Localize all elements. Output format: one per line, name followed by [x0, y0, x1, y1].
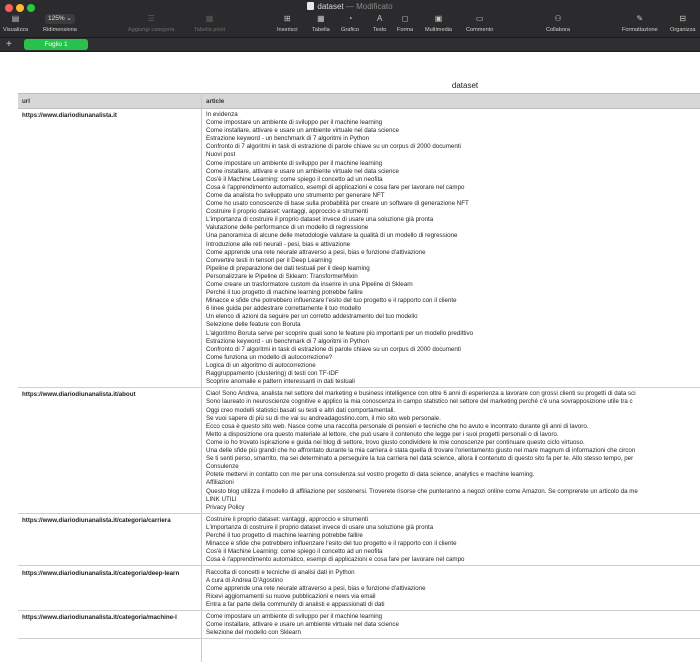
- collabora-button[interactable]: ⚇ Collabora: [546, 14, 570, 33]
- sidebar-icon: ▤: [11, 14, 20, 23]
- brush-icon: ✎: [636, 14, 644, 23]
- category-icon: ☰: [147, 14, 155, 23]
- header-article[interactable]: article: [206, 98, 225, 105]
- article-line: Perché il tuo progetto di machine learning potrebbe fallire: [206, 532, 363, 540]
- toolbar: [0, 0, 700, 38]
- formattazione-button[interactable]: ✎ Formattazione: [622, 14, 658, 33]
- article-line: Se vuoi sapere di più su di me vai su andreadagostino.com, il mio sito web personale.: [206, 414, 441, 422]
- article-line: Logica di un algoritmo di autocorrezione: [206, 361, 316, 369]
- article-line: Scoprire anomalie e pattern interessanti in dati testuali: [206, 378, 355, 386]
- table-row[interactable]: [18, 388, 700, 514]
- article-line: Come impostare un ambiente di sviluppo per il machine learning: [206, 119, 383, 127]
- article-line: Come apprende una rete neurale attraverso a pesi, bias e funzione d'attivazione: [206, 584, 426, 592]
- tabella-pivot-button[interactable]: ▦ Tabella pivot: [194, 14, 226, 33]
- article-line: Affiliazioni: [206, 479, 234, 487]
- article-line: Come impostare un ambiente di sviluppo per il machine learning: [206, 159, 383, 167]
- aggiungi-categoria-button[interactable]: ☰ Aggiungi categoria: [128, 14, 175, 33]
- url-cell[interactable]: https://www.diariodiunanalista.it/about: [22, 391, 136, 399]
- article-line: Potete mettervi in contatto con me per una consulenza sul vostro progetto di data science, analytics e machine learning.: [206, 471, 535, 479]
- article-line: Un elenco di azioni da seguire per un corretto addestramento del tuo modello: [206, 313, 418, 321]
- tabella-button[interactable]: ▦ Tabella: [312, 14, 330, 33]
- testo-button[interactable]: A Testo: [373, 14, 387, 33]
- article-line: Come da analista ho sviluppato uno strumento per generare NFT: [206, 191, 385, 199]
- article-line: Come funziona un modello di autocorrezione?: [206, 353, 333, 361]
- article-line: Estrazione keyword - un benchmark di 7 algoritmi in Python: [206, 337, 370, 345]
- sheet-canvas: [0, 53, 700, 662]
- article-line: In evidenza: [206, 111, 238, 118]
- article-line: Come installare, attivare e usare un ambiente virtuale nel data science: [206, 127, 399, 135]
- insert-icon: ⊞: [283, 14, 291, 23]
- table-row[interactable]: [18, 611, 700, 639]
- article-line: Cos'è il Machine Learning: come spiego il concetto ad un neofita: [206, 548, 383, 556]
- article-line: Perché il tuo progetto di machine learning potrebbe fallire: [206, 289, 363, 297]
- table-row[interactable]: [18, 514, 700, 567]
- text-icon: A: [377, 14, 383, 23]
- article-line: Privacy Policy: [206, 503, 245, 511]
- article-line: Estrazione keyword - un benchmark di 7 algoritmi in Python: [206, 135, 370, 143]
- article-line: Una delle sfide più grandi che ho affrontato durante la mia carriera è stata quella di trovare l'orientamento giusto nel mare magnum di informazioni che circon: [206, 447, 636, 455]
- organizza-button[interactable]: ⊟ Organizza: [670, 14, 696, 33]
- article-line: L'algoritmo Boruta serve per scoprire quali sono le feature più importanti per un modello predittivo: [206, 329, 474, 337]
- article-line: Introduzione alle reti neurali - pesi, bias e attivazione: [206, 240, 351, 248]
- article-line: Oggi creo modelli statistici basati su testi e altri dati comportamentali.: [206, 406, 396, 414]
- article-line: Selezione del modello con Sklearn: [206, 629, 301, 637]
- table-icon: ▦: [317, 14, 325, 23]
- pivot-icon: ▦: [205, 14, 214, 23]
- article-line: L'importanza di costruire il proprio dataset invece di usare una soluzione già pronta: [206, 216, 434, 224]
- inserisci-button[interactable]: ⊞ Inserisci: [277, 14, 298, 33]
- article-line: Costruire il proprio dataset: vantaggi, approccio e strumenti: [206, 208, 368, 216]
- header-url[interactable]: url: [22, 98, 30, 105]
- article-line: Sono laureato in neuroscienze cognitive e applico la mia conoscenza in campo statistico nel settore del marketing perché c'è una sovrapposizione utile tra c: [206, 398, 633, 406]
- sheet-tab-bar: [0, 38, 700, 52]
- article-line: Raccolta di concetti e tecniche di analisi dati in Python: [206, 568, 355, 576]
- article-line: L'importanza di costruire il proprio dataset invece di usare una soluzione già pronta: [206, 523, 434, 531]
- url-cell[interactable]: https://www.diariodiunanalista.it: [22, 112, 117, 119]
- article-line: Confronto di 7 algoritmi in task di estrazione di parole chiave su un corpus di 2000 documenti: [206, 143, 461, 151]
- article-line: Come impostare un ambiente di sviluppo per il machine learning: [206, 613, 383, 620]
- article-line: Costruire il proprio dataset: vantaggi, approccio e strumenti: [206, 515, 368, 523]
- grafico-button[interactable]: ◔ Grafico: [341, 14, 360, 33]
- article-line: Pipeline di preparazione dei dati testuali per il deep learning: [206, 264, 370, 272]
- article-line: Valutazione delle performance di un modello di regressione: [206, 224, 369, 232]
- article-line: Come installare, attivare e usare un ambiente virtuale nel data science: [206, 621, 399, 629]
- article-line: Questo blog utilizza il modello di affiliazione per sostenersi. Troverete risorse che punteranno a negozi online come Amazon. Se comprerete un articolo da me: [206, 487, 638, 495]
- multimedia-button[interactable]: ▣ Multimedia: [425, 14, 453, 33]
- article-cell[interactable]: [206, 516, 700, 565]
- article-line: Personalizzare le Pipeline di Sklearn: TransformerMixin: [206, 272, 358, 280]
- shape-icon: ◻: [401, 14, 409, 23]
- article-line: Entra a far parte della community di analisti e appassionati di dati: [206, 600, 385, 608]
- media-icon: ▣: [434, 14, 443, 23]
- article-line: Ecco cosa è questo sito web. Nasce come una raccolta personale di pensieri e tecniche che ho avuto e incontrato durante gli anni di lavoro.: [206, 422, 589, 430]
- article-cell[interactable]: [206, 111, 700, 386]
- article-line: A cura di Andrea D'Agostino: [206, 576, 283, 584]
- article-line: Minacce e sfide che potrebbero influenzare l'esito del tuo progetto e il rapporto con il cliente: [206, 540, 457, 548]
- article-line: Selezione delle feature con Boruta: [206, 321, 301, 329]
- table-row[interactable]: [18, 109, 700, 388]
- table-title[interactable]: dataset: [451, 81, 479, 90]
- collaborate-icon: ⚇: [554, 14, 562, 23]
- zoom-dropdown[interactable]: 125% ⌄ Ridimensiona: [43, 15, 77, 33]
- forma-button[interactable]: ◻ Forma: [397, 14, 414, 33]
- article-cell[interactable]: [206, 390, 700, 511]
- chart-icon: ◔: [347, 14, 353, 23]
- article-line: Se ti senti perso, smarrito, ma sei determinato a perseguire la tua carriera nel data science, allora il contenuto di questo sito fa per te. Allo stesso tempo, per: [206, 455, 634, 463]
- article-line: Cosa è l'apprendimento automatico, esempi di applicazioni e cosa fare per lavorare nel campo: [206, 183, 465, 191]
- visualizza-button[interactable]: ▤ Visualizza: [3, 14, 29, 33]
- url-cell[interactable]: https://www.diariodiunanalista.it/categoria/carriera: [22, 516, 171, 524]
- article-line: Come ho usato conoscenze di base sulla probabilità per creare un software di generazione NFT: [206, 200, 469, 208]
- window-status: Modificato: [356, 2, 393, 11]
- article-line: Una panoramica di alcune delle metodologie valutare la qualità di un modello di regressione: [206, 232, 458, 240]
- article-line: Ricevi aggiornamenti su nuove pubblicazioni e news via email: [206, 592, 376, 600]
- commento-button[interactable]: ▭ Commento: [466, 14, 494, 33]
- article-line: Come io ho trovato ispirazione e guida nei blog di settore, trovo giusto condividere le mie conoscenze per continuare questo ciclo virtuoso.: [206, 438, 585, 446]
- article-line: 6 linee guida per addestrare correttamente il tuo modello: [206, 305, 362, 313]
- add-sheet-button[interactable]: +: [6, 39, 12, 50]
- header-row: [18, 93, 700, 109]
- article-line: Consulenze: [206, 463, 239, 471]
- article-line: Minacce e sfide che potrebbero influenzare l'esito del tuo progetto e il rapporto con il cliente: [206, 297, 457, 305]
- article-line: LINK UTILI: [206, 495, 237, 503]
- tab-foglio-1[interactable]: Foglio 1: [24, 39, 88, 50]
- window-title-text: dataset: [317, 2, 344, 11]
- document-icon: [307, 2, 314, 10]
- window-title: dataset — Modificato: [0, 2, 700, 11]
- article-line: Convertire testi in tensori per il Deep Learning: [206, 256, 332, 264]
- arrange-icon: ⊟: [679, 14, 687, 23]
- zoom-value: 125% ⌄: [45, 14, 75, 24]
- article-line: Confronto di 7 algoritmi in task di estrazione di parole chiave su un corpus di 2000 documenti: [206, 345, 461, 353]
- article-line: Metto a disposizione ora questo materiale al lettore, che può usare il contenuto che legge per i suoi progetti personali o di lavoro.: [206, 430, 559, 438]
- article-line: Raggruppamento (clustering) di testi con TF-IDF: [206, 370, 339, 377]
- article-line: Come installare, attivare e usare un ambiente virtuale nel data science: [206, 167, 399, 175]
- article-line: Come creare un trasformatore custom da inserire in una Pipeline di Sklearn: [206, 280, 413, 288]
- article-line: Nuovi post: [206, 151, 236, 159]
- article-line: Come apprende una rete neurale attraverso a pesi, bias e funzione d'attivazione: [206, 248, 426, 256]
- url-cell[interactable]: https://www.diariodiunanalista.it/categoria/deep-learn: [22, 569, 180, 577]
- comment-icon: ▭: [475, 14, 484, 23]
- article-line: Cosa è l'apprendimento automatico, esempi di applicazioni e cosa fare per lavorare nel campo: [206, 556, 465, 564]
- article-cell[interactable]: [206, 569, 700, 609]
- table-row[interactable]: [18, 567, 700, 612]
- article-line: Ciao! Sono Andrea, analista nel settore del marketing e business intelligence con oltre 6 anni di esperienza a lavorare con grossi clienti su progetti di data sci: [206, 390, 636, 398]
- url-cell[interactable]: https://www.diariodiunanalista.it/categoria/machine-l: [22, 614, 177, 621]
- article-line: Cos'è il Machine Learning: come spiego il concetto ad un neofita: [206, 175, 383, 183]
- article-cell[interactable]: [206, 613, 700, 637]
